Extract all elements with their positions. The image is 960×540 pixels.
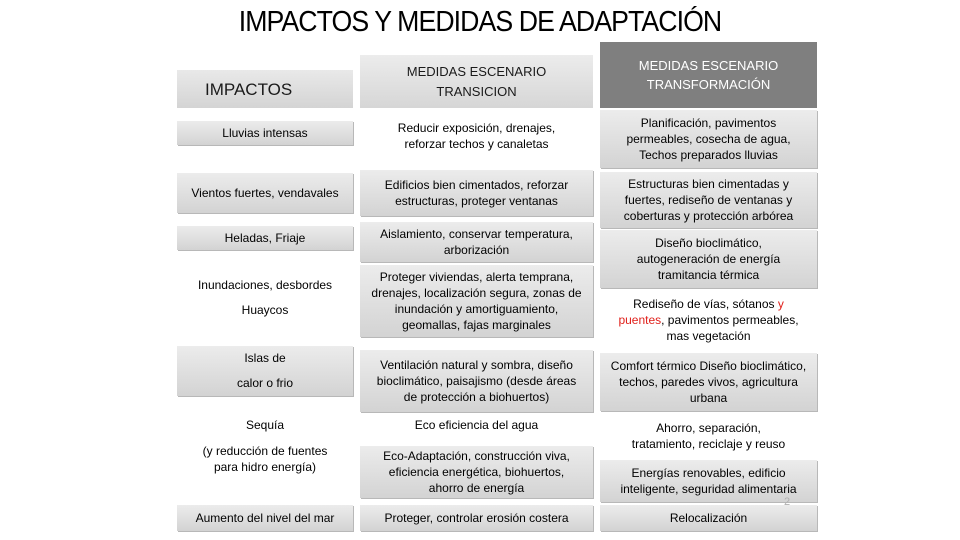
impact-islas-line1: Islas de <box>244 351 286 365</box>
transicion-heladas: Aislamiento, conservar temperatura, arborización <box>360 222 593 262</box>
transicion-vientos: Edificios bien cimentados, reforzar estructuras, proteger ventanas <box>360 170 593 216</box>
page-title: IMPACTOS Y MEDIDAS DE ADAPTACIÓN <box>238 6 722 38</box>
impact-islas <box>177 346 353 396</box>
transicion-sequia: Eco eficiencia del agua <box>360 414 593 436</box>
transicion-nivel-mar: Proteger, controlar erosión costera <box>360 505 593 531</box>
header-transformacion: MEDIDAS ESCENARIO TRANSFORMACIÓN <box>600 42 817 108</box>
page-number: 2 <box>784 496 791 508</box>
transformacion-inundaciones-y: y <box>777 297 784 311</box>
impact-sequia: Sequía <box>177 414 353 436</box>
transformacion-sequia: Ahorro, separación, tratamiento, reciclaje y reuso <box>600 418 817 454</box>
transicion-hidro: Eco-Adaptación, construcción viva, eficiencia energética, biohuertos, ahorro de energía <box>360 446 593 498</box>
transformacion-inundaciones-puentes: puentes <box>618 313 662 327</box>
impact-nivel-mar: Aumento del nivel del mar <box>177 505 353 531</box>
impact-heladas: Heladas, Friaje <box>177 226 353 250</box>
impact-vientos: Vientos fuertes, vendavales <box>177 173 353 213</box>
transformacion-vientos: Estructuras bien cimentadas y fuertes, rediseño de ventanas y coberturas y protección arbórea <box>600 172 817 228</box>
transformacion-inundaciones-text-b: , pavimentos permeables, mas vegetación <box>661 313 799 343</box>
impact-sequia-hidro: (y reducción de fuentes para hidro energía) <box>177 441 353 477</box>
transformacion-hidro: Energías renovables, edificio inteligente, seguridad alimentaria <box>600 460 817 502</box>
header-impactos: IMPACTOS <box>177 70 353 108</box>
transicion-lluvias: Reducir exposición, drenajes, reforzar techos y canaletas <box>360 116 593 156</box>
transformacion-lluvias: Planificación, pavimentos permeables, cosecha de agua, Techos preparados lluvias <box>600 110 817 168</box>
impact-lluvias: Lluvias intensas <box>177 121 353 145</box>
transformacion-nivel-mar: Relocalización <box>600 505 817 531</box>
transicion-islas: Ventilación natural y sombra, diseño bioclimático, paisajismo (desde áreas de protección a biohuertos) <box>360 350 593 412</box>
impact-huaycos: Huaycos <box>177 298 353 322</box>
header-transicion: MEDIDAS ESCENARIO TRANSICION <box>360 55 593 108</box>
impact-islas-line2: calor o frio <box>236 376 294 390</box>
transformacion-inundaciones-text-a: Rediseño de vías, sótanos <box>633 297 775 311</box>
impact-inundaciones: Inundaciones, desbordes <box>177 273 353 297</box>
transformacion-inundaciones <box>600 290 817 350</box>
transicion-inundaciones: Proteger viviendas, alerta temprana, drenajes, localización segura, zonas de inundación y amortiguamiento, geomallas, fajas marginales <box>360 265 593 337</box>
transformacion-heladas: Diseño bioclimático, autogeneración de energía tramitancia térmica <box>600 230 817 288</box>
transformacion-islas: Comfort térmico Diseño bioclimático, techos, paredes vivos, agricultura urbana <box>600 353 817 411</box>
